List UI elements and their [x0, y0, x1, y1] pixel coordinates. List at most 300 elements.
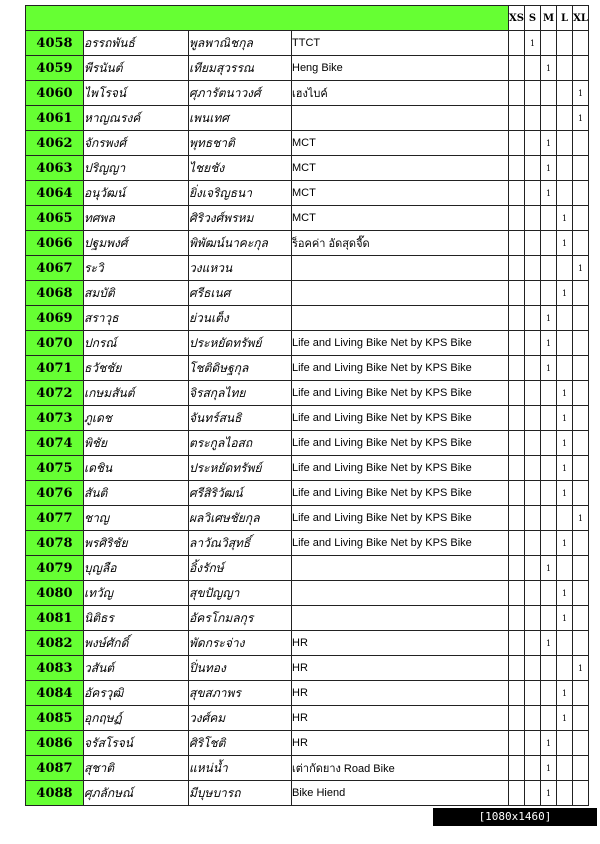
size-cell-l	[557, 506, 573, 531]
first-name: อุกฤษฏ์	[84, 706, 189, 731]
size-cell-xs	[509, 81, 525, 106]
last-name: ประหยัดทรัพย์	[189, 331, 292, 356]
size-cell-s	[525, 456, 541, 481]
size-cell-l: 1	[557, 606, 573, 631]
bib-number: 4059	[26, 56, 84, 81]
size-cell-xs	[509, 356, 525, 381]
bib-number: 4063	[26, 156, 84, 181]
first-name: หาญณรงค์	[84, 106, 189, 131]
size-cell-s: 1	[525, 31, 541, 56]
size-cell-l	[557, 631, 573, 656]
size-cell-m	[541, 206, 557, 231]
last-name: ศุภารัตนาวงศ์	[189, 81, 292, 106]
table-row	[26, 281, 589, 306]
size-cell-m: 1	[541, 556, 557, 581]
bib-number: 4084	[26, 681, 84, 706]
table-row	[26, 131, 589, 156]
size-header-xl: XL	[573, 6, 589, 31]
team-name	[292, 606, 509, 631]
size-cell-s	[525, 481, 541, 506]
size-cell-m	[541, 381, 557, 406]
size-cell-xl	[573, 581, 589, 606]
size-cell-xs	[509, 481, 525, 506]
table-row	[26, 556, 589, 581]
bib-number: 4088	[26, 781, 84, 806]
size-cell-xs	[509, 731, 525, 756]
first-name: พรศิริชัย	[84, 531, 189, 556]
bib-number: 4086	[26, 731, 84, 756]
size-cell-l: 1	[557, 281, 573, 306]
size-cell-l	[557, 56, 573, 81]
size-cell-l: 1	[557, 406, 573, 431]
size-cell-m: 1	[541, 756, 557, 781]
size-cell-xs	[509, 506, 525, 531]
size-cell-xl	[573, 131, 589, 156]
last-name: อิ้งรักษ์	[189, 556, 292, 581]
table-row	[26, 331, 589, 356]
size-cell-xl	[573, 431, 589, 456]
first-name: อัครวุฒิ	[84, 681, 189, 706]
bib-number: 4079	[26, 556, 84, 581]
size-cell-xl	[573, 731, 589, 756]
header-banner	[26, 6, 509, 31]
size-cell-xl: 1	[573, 656, 589, 681]
table-row	[26, 106, 589, 131]
size-cell-m: 1	[541, 56, 557, 81]
last-name: สุขสภาพร	[189, 681, 292, 706]
size-cell-l	[557, 306, 573, 331]
size-cell-m: 1	[541, 181, 557, 206]
size-cell-m	[541, 106, 557, 131]
size-cell-xl	[573, 331, 589, 356]
size-cell-xs	[509, 556, 525, 581]
size-cell-m: 1	[541, 306, 557, 331]
table-row	[26, 531, 589, 556]
size-cell-m: 1	[541, 131, 557, 156]
bib-number: 4064	[26, 181, 84, 206]
size-cell-s	[525, 81, 541, 106]
team-name: MCT	[292, 181, 509, 206]
size-cell-s	[525, 231, 541, 256]
team-name: MCT	[292, 156, 509, 181]
size-cell-xs	[509, 531, 525, 556]
table-row	[26, 231, 589, 256]
size-cell-xs	[509, 756, 525, 781]
bib-number: 4077	[26, 506, 84, 531]
bib-number: 4073	[26, 406, 84, 431]
size-cell-xl: 1	[573, 81, 589, 106]
table-row	[26, 481, 589, 506]
size-cell-m: 1	[541, 156, 557, 181]
table-row	[26, 631, 589, 656]
size-cell-xs	[509, 206, 525, 231]
first-name: สมบัติ	[84, 281, 189, 306]
table-row	[26, 56, 589, 81]
team-name: HR	[292, 681, 509, 706]
last-name: โชติดิษฐกุล	[189, 356, 292, 381]
size-cell-s	[525, 606, 541, 631]
size-cell-xl	[573, 56, 589, 81]
size-cell-m: 1	[541, 731, 557, 756]
size-cell-s	[525, 531, 541, 556]
size-cell-xs	[509, 131, 525, 156]
last-name: ศรีสิริวัฒน์	[189, 481, 292, 506]
bib-number: 4083	[26, 656, 84, 681]
first-name: ธวัชชัย	[84, 356, 189, 381]
size-cell-l	[557, 756, 573, 781]
size-cell-m	[541, 606, 557, 631]
size-cell-xl	[573, 381, 589, 406]
size-cell-xl	[573, 706, 589, 731]
first-name: พีรนันต์	[84, 56, 189, 81]
size-cell-xl	[573, 681, 589, 706]
size-cell-xl: 1	[573, 256, 589, 281]
size-cell-l: 1	[557, 231, 573, 256]
size-cell-s	[525, 381, 541, 406]
size-cell-xl	[573, 156, 589, 181]
table-row	[26, 181, 589, 206]
table-row	[26, 506, 589, 531]
team-name: Life and Living Bike Net by KPS Bike	[292, 481, 509, 506]
team-name: Life and Living Bike Net by KPS Bike	[292, 406, 509, 431]
last-name: ศรีธเนศ	[189, 281, 292, 306]
first-name: ไพโรจน์	[84, 81, 189, 106]
size-cell-m	[541, 531, 557, 556]
size-cell-xs	[509, 331, 525, 356]
size-cell-s	[525, 306, 541, 331]
size-cell-l	[557, 331, 573, 356]
table-row	[26, 81, 589, 106]
first-name: สราวุธ	[84, 306, 189, 331]
size-cell-s	[525, 156, 541, 181]
size-cell-s	[525, 206, 541, 231]
size-cell-l	[557, 181, 573, 206]
first-name: ภูเดช	[84, 406, 189, 431]
bib-number: 4072	[26, 381, 84, 406]
size-cell-l	[557, 781, 573, 806]
last-name: ศิริวงศ์พรหม	[189, 206, 292, 231]
size-cell-m	[541, 706, 557, 731]
table-row	[26, 456, 589, 481]
size-header-m: M	[541, 6, 557, 31]
first-name: พิชัย	[84, 431, 189, 456]
size-cell-m	[541, 481, 557, 506]
last-name: วงแหวน	[189, 256, 292, 281]
last-name: ประหยัดทรัพย์	[189, 456, 292, 481]
bib-number: 4074	[26, 431, 84, 456]
size-cell-s	[525, 406, 541, 431]
image-size-watermark: [1080x1460] https://upic.me/	[433, 808, 597, 826]
table-row	[26, 431, 589, 456]
size-cell-l: 1	[557, 206, 573, 231]
team-name: HR	[292, 731, 509, 756]
first-name: พงษ์ศักดิ์	[84, 631, 189, 656]
team-name: MCT	[292, 206, 509, 231]
size-cell-xs	[509, 631, 525, 656]
size-cell-l	[557, 31, 573, 56]
size-cell-xs	[509, 681, 525, 706]
table-row	[26, 156, 589, 181]
team-name: HR	[292, 631, 509, 656]
team-name: Life and Living Bike Net by KPS Bike	[292, 431, 509, 456]
size-cell-xs	[509, 581, 525, 606]
size-cell-xs	[509, 56, 525, 81]
table-row	[26, 581, 589, 606]
table-row	[26, 681, 589, 706]
size-cell-xl	[573, 606, 589, 631]
last-name: พูลพาณิชกุล	[189, 31, 292, 56]
size-cell-s	[525, 331, 541, 356]
first-name: อนุวัฒน์	[84, 181, 189, 206]
last-name: ศิริโชติ	[189, 731, 292, 756]
size-cell-xl	[573, 306, 589, 331]
table-row	[26, 256, 589, 281]
size-cell-l: 1	[557, 481, 573, 506]
team-name: Life and Living Bike Net by KPS Bike	[292, 531, 509, 556]
size-cell-l	[557, 356, 573, 381]
first-name: ปริญญา	[84, 156, 189, 181]
size-header-l: L	[557, 6, 573, 31]
size-cell-xl	[573, 481, 589, 506]
first-name: จรัสโรจน์	[84, 731, 189, 756]
table-row	[26, 406, 589, 431]
size-cell-l	[557, 131, 573, 156]
size-cell-xl	[573, 31, 589, 56]
size-cell-s	[525, 256, 541, 281]
team-name: MCT	[292, 131, 509, 156]
table-row	[26, 31, 589, 56]
size-cell-s	[525, 131, 541, 156]
last-name: ยิ่งเจริญธนา	[189, 181, 292, 206]
table-row	[26, 206, 589, 231]
table-row	[26, 756, 589, 781]
team-name: Life and Living Bike Net by KPS Bike	[292, 356, 509, 381]
size-cell-xl	[573, 206, 589, 231]
size-cell-s	[525, 106, 541, 131]
size-cell-xl: 1	[573, 106, 589, 131]
last-name: ไชยชัง	[189, 156, 292, 181]
table-row	[26, 606, 589, 631]
participant-table	[25, 5, 589, 806]
bib-number: 4061	[26, 106, 84, 131]
team-name	[292, 306, 509, 331]
team-name: Heng Bike	[292, 56, 509, 81]
first-name: บุญลือ	[84, 556, 189, 581]
size-cell-xl	[573, 231, 589, 256]
first-name: เกษมสันต์	[84, 381, 189, 406]
size-cell-l	[557, 156, 573, 181]
first-name: สันติ	[84, 481, 189, 506]
bib-number: 4076	[26, 481, 84, 506]
size-cell-xs	[509, 431, 525, 456]
first-name: เดชิน	[84, 456, 189, 481]
first-name: นิติธร	[84, 606, 189, 631]
first-name: เทวัญ	[84, 581, 189, 606]
table-row	[26, 731, 589, 756]
size-cell-xs	[509, 706, 525, 731]
last-name: ลาวัณวิสุทธิ์	[189, 531, 292, 556]
team-name	[292, 281, 509, 306]
team-name: Life and Living Bike Net by KPS Bike	[292, 381, 509, 406]
last-name: แหน่น้ำ	[189, 756, 292, 781]
last-name: สุขปัญญา	[189, 581, 292, 606]
size-cell-m	[541, 81, 557, 106]
size-cell-s	[525, 656, 541, 681]
size-cell-l	[557, 556, 573, 581]
size-cell-xs	[509, 381, 525, 406]
bib-number: 4080	[26, 581, 84, 606]
bib-number: 4065	[26, 206, 84, 231]
size-cell-xs	[509, 156, 525, 181]
size-cell-m: 1	[541, 631, 557, 656]
size-cell-l	[557, 106, 573, 131]
size-cell-xs	[509, 306, 525, 331]
size-cell-m	[541, 681, 557, 706]
size-cell-xl	[573, 356, 589, 381]
table-row	[26, 356, 589, 381]
header-row	[26, 6, 589, 31]
bib-number: 4087	[26, 756, 84, 781]
size-cell-xs	[509, 406, 525, 431]
table-row	[26, 381, 589, 406]
size-cell-xs	[509, 256, 525, 281]
last-name: พุทธชาติ	[189, 131, 292, 156]
last-name: เพนเทศ	[189, 106, 292, 131]
last-name: จันทร์สนธิ	[189, 406, 292, 431]
table-row	[26, 706, 589, 731]
team-name: HR	[292, 656, 509, 681]
bib-number: 4069	[26, 306, 84, 331]
last-name: ตระกูลไอสถ	[189, 431, 292, 456]
bib-number: 4081	[26, 606, 84, 631]
size-cell-xs	[509, 781, 525, 806]
size-cell-xs	[509, 181, 525, 206]
size-cell-l	[557, 81, 573, 106]
size-cell-m	[541, 431, 557, 456]
bib-number: 4068	[26, 281, 84, 306]
bib-number: 4066	[26, 231, 84, 256]
size-cell-m	[541, 256, 557, 281]
team-name: Bike Hiend	[292, 781, 509, 806]
team-name: เต่ากัดยาง Road Bike	[292, 756, 509, 781]
size-cell-m	[541, 281, 557, 306]
table-row	[26, 306, 589, 331]
table-row	[26, 656, 589, 681]
bib-number: 4062	[26, 131, 84, 156]
size-cell-xl	[573, 181, 589, 206]
size-cell-xs	[509, 606, 525, 631]
size-cell-xs	[509, 231, 525, 256]
bib-number: 4070	[26, 331, 84, 356]
size-cell-xs	[509, 281, 525, 306]
bib-number: 4075	[26, 456, 84, 481]
size-cell-xs	[509, 106, 525, 131]
size-cell-s	[525, 681, 541, 706]
team-name: HR	[292, 706, 509, 731]
last-name: ปิ่นทอง	[189, 656, 292, 681]
size-header-xs: XS	[509, 6, 525, 31]
bib-number: 4058	[26, 31, 84, 56]
size-cell-l: 1	[557, 431, 573, 456]
size-cell-s	[525, 756, 541, 781]
first-name: วสันต์	[84, 656, 189, 681]
first-name: ศุภลักษณ์	[84, 781, 189, 806]
last-name: อัครโกมลกุร	[189, 606, 292, 631]
bib-number: 4078	[26, 531, 84, 556]
size-cell-m	[541, 31, 557, 56]
size-cell-s	[525, 556, 541, 581]
team-name: Life and Living Bike Net by KPS Bike	[292, 456, 509, 481]
size-cell-xl	[573, 556, 589, 581]
size-cell-s	[525, 781, 541, 806]
bib-number: 4085	[26, 706, 84, 731]
size-cell-s	[525, 181, 541, 206]
size-cell-xs	[509, 456, 525, 481]
size-cell-s	[525, 431, 541, 456]
size-cell-l	[557, 656, 573, 681]
first-name: ทศพล	[84, 206, 189, 231]
last-name: พัดกระจ่าง	[189, 631, 292, 656]
team-name: Life and Living Bike Net by KPS Bike	[292, 331, 509, 356]
size-cell-xl	[573, 406, 589, 431]
last-name: พิพัฒน์นาคะกุล	[189, 231, 292, 256]
size-cell-m	[541, 581, 557, 606]
size-cell-m	[541, 406, 557, 431]
team-name	[292, 581, 509, 606]
last-name: เทียมสุวรรณ	[189, 56, 292, 81]
size-cell-xs	[509, 656, 525, 681]
size-header-s: S	[525, 6, 541, 31]
size-cell-l: 1	[557, 681, 573, 706]
first-name: ชาญ	[84, 506, 189, 531]
size-cell-m	[541, 506, 557, 531]
first-name: จักรพงศ์	[84, 131, 189, 156]
bib-number: 4067	[26, 256, 84, 281]
first-name: สุชาติ	[84, 756, 189, 781]
size-cell-s	[525, 281, 541, 306]
bib-number: 4060	[26, 81, 84, 106]
size-cell-xl: 1	[573, 506, 589, 531]
team-name	[292, 256, 509, 281]
size-cell-s	[525, 56, 541, 81]
size-cell-m	[541, 456, 557, 481]
size-cell-m: 1	[541, 331, 557, 356]
size-cell-m	[541, 656, 557, 681]
last-name: วงศ์คม	[189, 706, 292, 731]
team-name: เฮงไบค์	[292, 81, 509, 106]
size-cell-xl	[573, 456, 589, 481]
last-name: ย่วนเต็ง	[189, 306, 292, 331]
table-row	[26, 781, 589, 806]
size-cell-l: 1	[557, 531, 573, 556]
size-cell-s	[525, 706, 541, 731]
table-body	[26, 31, 589, 806]
first-name: อรรถพันธ์	[84, 31, 189, 56]
size-cell-l	[557, 256, 573, 281]
last-name: จิรสกุลไทย	[189, 381, 292, 406]
size-cell-xl	[573, 781, 589, 806]
first-name: ปฐมพงศ์	[84, 231, 189, 256]
size-cell-m: 1	[541, 356, 557, 381]
team-name: Life and Living Bike Net by KPS Bike	[292, 506, 509, 531]
team-name	[292, 106, 509, 131]
last-name: มีบุษบารถ	[189, 781, 292, 806]
size-cell-l: 1	[557, 706, 573, 731]
size-cell-l: 1	[557, 381, 573, 406]
size-cell-l: 1	[557, 456, 573, 481]
size-cell-xl	[573, 281, 589, 306]
size-cell-l	[557, 731, 573, 756]
